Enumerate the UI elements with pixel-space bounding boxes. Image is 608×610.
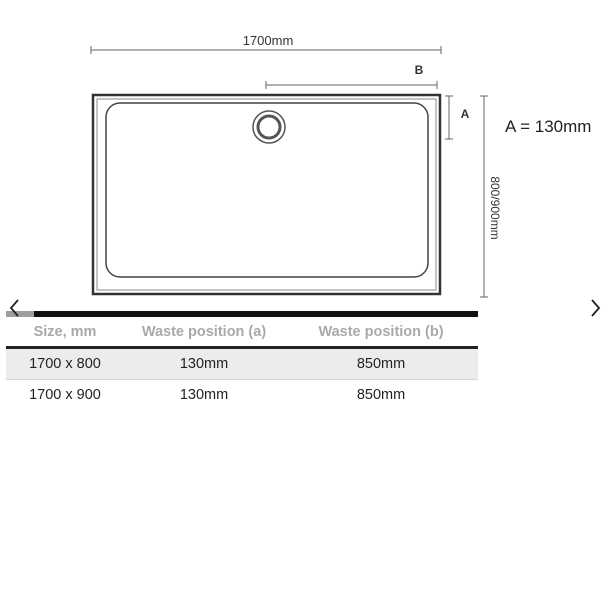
- a-label: A: [460, 107, 470, 121]
- header-waste-a: Waste position (a): [141, 324, 267, 340]
- header-waste-b: Waste position (b): [318, 324, 444, 340]
- b-dimension: [266, 63, 437, 89]
- slider-track[interactable]: [6, 311, 478, 317]
- cell-size: 1700 x 800: [6, 348, 124, 380]
- b-label: B: [414, 63, 424, 77]
- height-dimension: [480, 96, 502, 297]
- table-header-row: [6, 318, 478, 348]
- chevron-right-icon[interactable]: [586, 294, 606, 322]
- a-dimension: [445, 96, 470, 139]
- a-value-label: A = 130mm: [505, 117, 592, 136]
- table-row: [6, 348, 478, 380]
- cell-size: 1700 x 900: [29, 387, 101, 403]
- width-label: 1700mm: [242, 33, 294, 48]
- width-dimension: [91, 33, 441, 54]
- waste-outlet-icon: [253, 111, 285, 143]
- height-label: 800/900mm: [488, 176, 502, 240]
- cell-waste-b: 850mm: [284, 348, 478, 380]
- header-size: Size, mm: [33, 324, 97, 340]
- cell-waste-a: 130mm: [124, 348, 284, 380]
- cell-waste-b: 850mm: [356, 387, 406, 403]
- table-row: [6, 380, 478, 411]
- size-spec-table: [6, 318, 478, 410]
- cell-waste-a: 130mm: [179, 387, 229, 403]
